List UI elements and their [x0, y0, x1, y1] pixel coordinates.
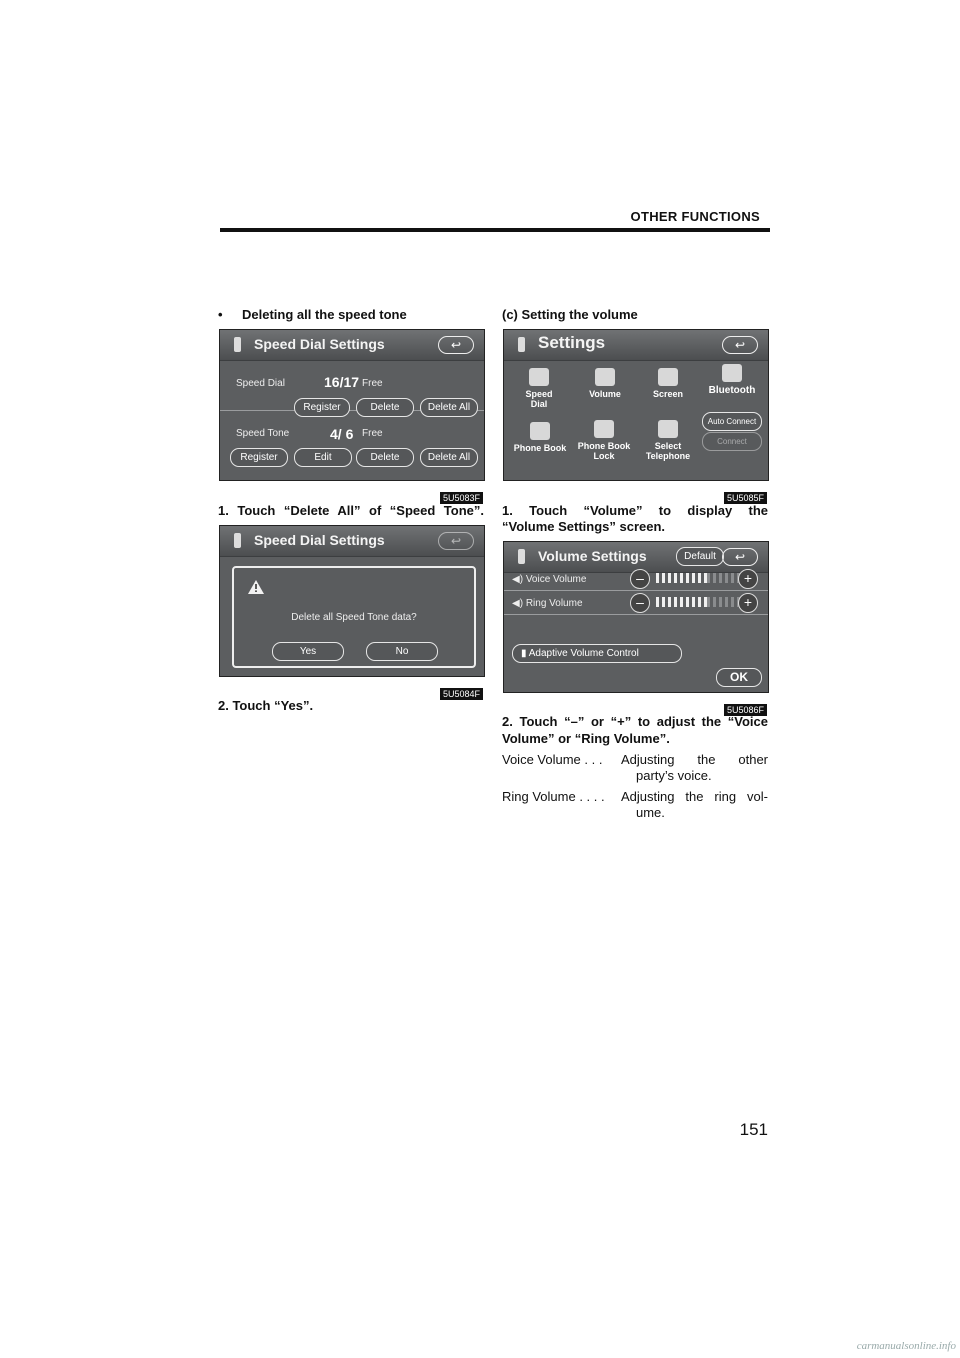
confirm-dialog [232, 566, 476, 668]
screen-title: Speed Dial Settings [254, 532, 385, 548]
ring-volume-meter [656, 597, 744, 607]
select-telephone-label: Select Telephone [645, 441, 691, 461]
book-icon [530, 422, 550, 440]
def-term-voice-volume: Voice Volume . . . [502, 752, 603, 767]
telephone-icon [658, 420, 678, 438]
speed-dial-settings-screen [219, 329, 485, 481]
phone-icon [234, 533, 241, 548]
speed-dial-free: Free [362, 378, 383, 389]
no-button[interactable]: No [366, 642, 438, 661]
voice-plus-button[interactable]: + [738, 569, 758, 589]
step-2-volume-line-1: 2. Touch “–” or “+” to adjust the “Voice [502, 714, 768, 729]
bullet: • [218, 307, 223, 322]
def-desc-voice-volume-2: party’s voice. [636, 768, 712, 783]
page-number: 151 [739, 1120, 768, 1139]
phone-book-lock-label: Phone Book Lock [577, 441, 631, 461]
speed-tone-count: 4/ 6 [330, 426, 354, 442]
register-button[interactable]: Register [294, 398, 350, 417]
header-rule [220, 228, 770, 232]
speed-dial-tile[interactable] [518, 368, 560, 409]
step-1-volume-line-1: 1. Touch “Volume” to display the [502, 503, 768, 518]
back-button[interactable] [438, 336, 474, 354]
phone-icon [234, 337, 241, 352]
step-2-yes: 2. Touch “Yes”. [218, 698, 314, 713]
bluetooth-label: Bluetooth [708, 385, 756, 396]
ring-minus-button[interactable]: – [630, 593, 650, 613]
figure-code: 5U5085F [724, 492, 767, 504]
confirm-message: Delete all Speed Tone data? [291, 612, 417, 623]
phone-icon [518, 337, 525, 352]
figure-code: 5U5084F [440, 688, 483, 700]
settings-screen [503, 329, 769, 481]
adaptive-volume-control-text: Adaptive Volume Control [528, 648, 639, 659]
adaptive-volume-control-button[interactable] [512, 644, 682, 663]
volume-settings-screen [503, 541, 769, 693]
bluetooth-phone-icon [722, 364, 742, 382]
ok-button[interactable]: OK [716, 668, 762, 687]
heading-delete-all-speed-tone: Deleting all the speed tone [242, 307, 407, 322]
voice-volume-text: Voice Volume [525, 574, 587, 585]
divider [504, 590, 768, 591]
step-2-volume-line-2: Volume” or “Ring Volume”. [502, 731, 670, 746]
def-desc-ring-volume-2: ume. [636, 805, 665, 820]
tone-delete-button[interactable]: Delete [356, 448, 414, 467]
back-arrow-icon: ↩ [734, 550, 746, 564]
select-telephone-tile[interactable] [640, 420, 696, 461]
phone-book-lock-tile[interactable] [576, 420, 632, 461]
back-arrow-icon: ↩ [734, 338, 746, 352]
phone-icon [518, 549, 525, 564]
connect-button[interactable]: Connect [702, 432, 762, 451]
speed-tone-label: Speed Tone [236, 428, 290, 439]
auto-connect-button[interactable]: Auto Connect [702, 412, 762, 431]
warning-icon [248, 580, 264, 594]
bluetooth-tile[interactable] [702, 364, 762, 396]
screen-title: Settings [538, 333, 606, 352]
speed-dial-count: 16/17 [324, 374, 360, 390]
screen-tile[interactable] [644, 368, 692, 399]
screen-label: Screen [652, 389, 684, 399]
tone-delete-all-button[interactable]: Delete All [420, 448, 478, 467]
screen-title: Speed Dial Settings [254, 336, 385, 352]
back-button[interactable] [722, 336, 758, 354]
voice-volume-label [512, 574, 586, 585]
def-desc-voice-volume-1: Adjusting the other [621, 752, 768, 767]
speed-dial-icon [529, 368, 549, 386]
watermark[interactable]: carmanualsonline.info [856, 1340, 956, 1352]
tone-register-button[interactable]: Register [230, 448, 288, 467]
back-button[interactable] [722, 548, 758, 566]
speaker-icon: ◀) [512, 574, 524, 585]
speed-dial-label: Speed Dial [236, 378, 285, 389]
divider [504, 614, 768, 615]
speaker-icon: ◀) [512, 598, 524, 609]
heading-setting-volume: (c) Setting the volume [502, 307, 638, 322]
voice-volume-meter [656, 573, 744, 583]
phone-book-label: Phone Book [513, 443, 567, 453]
yes-button[interactable]: Yes [272, 642, 344, 661]
screen-title: Volume Settings [538, 548, 647, 564]
figure-code: 5U5086F [724, 704, 767, 716]
delete-button[interactable]: Delete [356, 398, 414, 417]
voice-minus-button[interactable]: – [630, 569, 650, 589]
screen-icon [658, 368, 678, 386]
default-button[interactable]: Default [676, 547, 724, 566]
delete-all-button[interactable]: Delete All [420, 398, 478, 417]
tone-edit-button[interactable]: Edit [294, 448, 352, 467]
volume-tile[interactable] [580, 368, 630, 399]
lock-icon [594, 420, 614, 438]
figure-code: 5U5083F [440, 492, 483, 504]
indicator-icon: ▮ [521, 648, 527, 659]
speed-dial-label: Speed Dial [525, 389, 553, 409]
back-button[interactable] [438, 532, 474, 550]
ring-volume-label [512, 598, 583, 609]
def-desc-ring-volume-1: Adjusting the ring vol- [621, 789, 768, 804]
speaker-icon [595, 368, 615, 386]
phone-book-tile[interactable] [512, 422, 568, 453]
delete-confirm-screen [219, 525, 485, 677]
ring-plus-button[interactable]: + [738, 593, 758, 613]
section-header: OTHER FUNCTIONS [630, 209, 760, 224]
ring-volume-text: Ring Volume [525, 598, 583, 609]
speed-tone-free: Free [362, 428, 383, 439]
back-arrow-icon: ↩ [450, 338, 462, 352]
volume-label: Volume [589, 389, 621, 399]
def-term-ring-volume: Ring Volume . . . . [502, 789, 605, 804]
step-1-delete-all: 1. Touch “Delete All” of “Speed Tone”. [218, 503, 484, 518]
back-arrow-icon: ↩ [450, 534, 462, 548]
step-1-volume-line-2: “Volume Settings” screen. [502, 519, 666, 534]
